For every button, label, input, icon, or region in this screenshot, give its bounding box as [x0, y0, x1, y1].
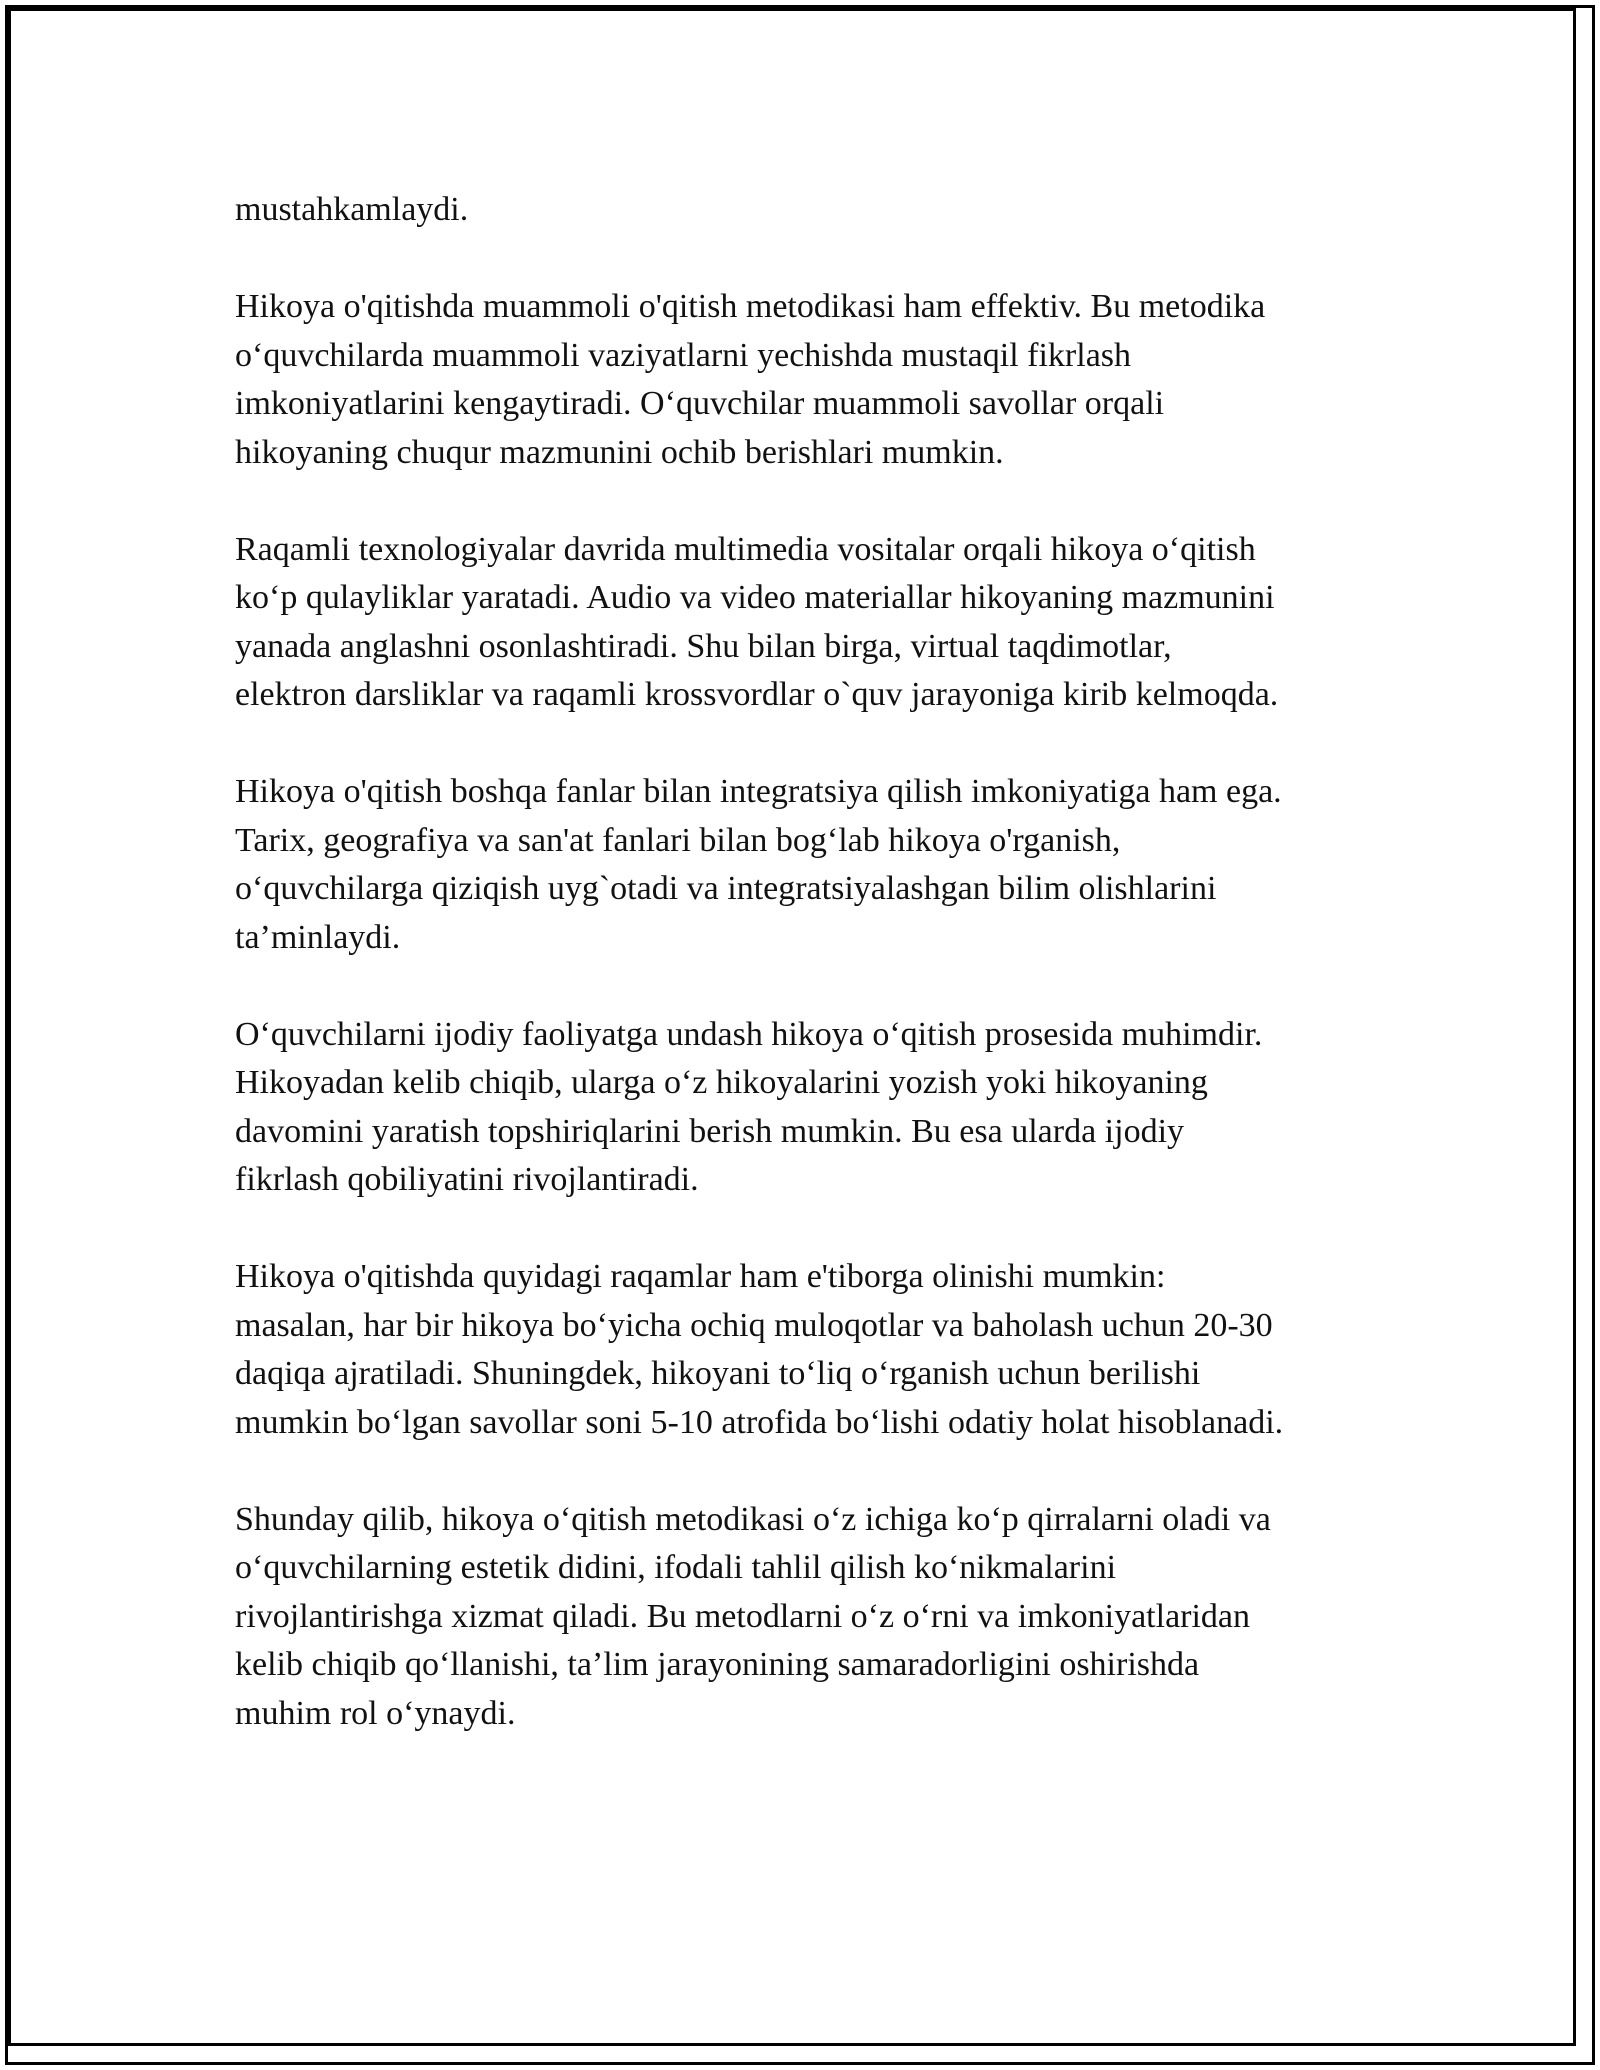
- text-line: Hikoya o'qitishda muammoli o'qitish metodikasi ham effektiv. Bu metodika: [235, 288, 1266, 325]
- paragraph-continuation: [235, 186, 1385, 235]
- text-line: Hikoya o'qitish boshqa fanlar bilan integratsiya qilish imkoniyatiga ham ega.: [235, 773, 1282, 810]
- text-line: elektron darsliklar va raqamli krossvordlar o`quv jarayoniga kirib kelmoqda.: [235, 676, 1279, 713]
- paragraph-problem-method: [235, 283, 1385, 477]
- text-line: O‘quvchilarni ijodiy faoliyatga undash hikoya o‘qitish prosesida muhimdir.: [235, 1015, 1263, 1053]
- paragraph-digital-technology: [235, 526, 1385, 720]
- text-line: o‘quvchilarda muammoli vaziyatlarni yechishda mustaqil fikrlash: [235, 336, 1132, 374]
- paragraph-conclusion: [235, 1496, 1385, 1739]
- text-line: rivojlantirishga xizmat qiladi. Bu metodlarni o‘z o‘rni va imkoniyatlaridan: [235, 1597, 1251, 1635]
- text-line: ta’minlaydi.: [235, 918, 401, 956]
- text-line: davomini yaratish topshiriqlarini berish mumkin. Bu esa ularda ijodiy: [235, 1112, 1185, 1150]
- text-line: kelib chiqib qo‘llanishi, ta’lim jarayonining samaradorligini oshirishda: [235, 1646, 1200, 1683]
- text-line: Hikoya o'qitishda quyidagi raqamlar ham e'tiborga olinishi mumkin:: [235, 1258, 1166, 1295]
- paragraph-creative-activity: [235, 1011, 1385, 1205]
- text-line: Hikoyadan kelib chiqib, ularga o‘z hikoyalarini yozish yoki hikoyaning: [235, 1064, 1208, 1101]
- text-line: o‘quvchilarning estetik didini, ifodali tahlil qilish ko‘nikmalarini: [235, 1549, 1117, 1586]
- text-line: ko‘p qulayliklar yaratadi. Audio va video materiallar hikoyaning mazmunini: [235, 579, 1275, 616]
- text-line: imkoniyatlarini kengaytiradi. O‘quvchilar muammoli savollar orqali: [235, 385, 1165, 422]
- text-line: mumkin bo‘lgan savollar soni 5-10 atrofida bo‘lishi odatiy holat hisoblanadi.: [235, 1403, 1284, 1441]
- text-line: yanada anglashni osonlashtiradi. Shu bilan birga, virtual taqdimotlar,: [235, 627, 1172, 665]
- paragraph-numbers: [235, 1253, 1385, 1447]
- text-line: Shunday qilib, hikoya o‘qitish metodikasi o‘z ichiga ko‘p qirralarni oladi va: [235, 1500, 1271, 1538]
- document-body: [235, 186, 1385, 1787]
- text-line: daqiqa ajratiladi. Shuningdek, hikoyani to‘liq o‘rganish uchun berilishi: [235, 1355, 1201, 1392]
- text-line: fikrlash qobiliyatini rivojlantiradi.: [235, 1161, 699, 1198]
- text-line: masalan, har bir hikoya bo‘yicha ochiq muloqotlar va baholash uchun 20-30: [235, 1306, 1273, 1344]
- text-line: o‘quvchilarga qiziqish uyg`otadi va integratsiyalashgan bilim olishlarini: [235, 870, 1217, 907]
- text-line: Raqamli texnologiyalar davrida multimedia vositalar orqali hikoya o‘qitish: [235, 530, 1256, 568]
- text-line: Tarix, geografiya va san'at fanlari bilan bog‘lab hikoya o'rganish,: [235, 821, 1121, 859]
- text-line: mustahkamlaydi.: [235, 191, 469, 228]
- paragraph-integration: [235, 768, 1385, 962]
- text-line: muhim rol o‘ynaydi.: [235, 1694, 516, 1732]
- text-line: hikoyaning chuqur mazmunini ochib berishlari mumkin.: [235, 433, 1004, 471]
